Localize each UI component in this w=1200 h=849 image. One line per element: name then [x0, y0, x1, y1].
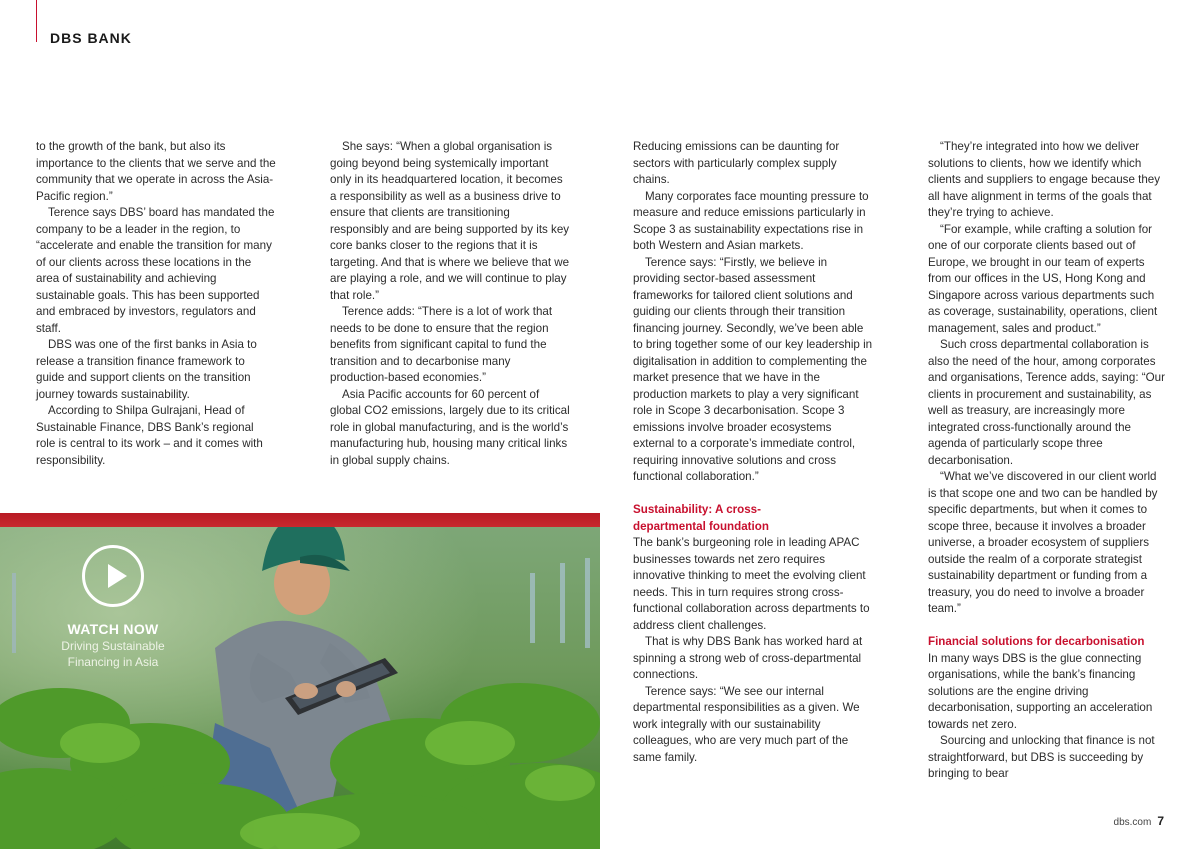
paragraph: Sourcing and unlocking that finance is not straightforward, but DBS is succeeding by bringing to bear: [928, 734, 1155, 780]
paragraph: She says: “When a global organisation is going beyond being systemically important only in its headquartered location, it becomes a responsibility as well as a business drive to ensure that clients are transitioning responsibly and are being supported by its key core banks closer to the regions that it is targeting. And that is where we believe that we are playing a role, and we will continue to play that role.”: [330, 140, 570, 302]
paragraph: According to Shilpa Gulrajani, Head of Sustainable Finance, DBS Bank’s regional role is central to its work – and it comes with responsibility.: [36, 404, 263, 467]
paragraph: Many corporates face mounting pressure to measure and reduce emissions particularly in Scope 3 as sustainability expectations rise in both Western and Asian markets.: [633, 189, 869, 252]
page-number: 7: [1157, 814, 1164, 828]
paragraph: to the growth of the bank, but also its importance to the clients that we serve and the community that we operate in across the Asia-Pacific region.”: [36, 140, 276, 203]
paragraph: Terence adds: “There is a lot of work that needs to be done to ensure that the region benefits from significant capital to fund the transition and to decarbonise many production-based economies.”: [330, 305, 553, 384]
paragraph: Terence says DBS’ board has mandated the company to be a leader in the region, to “accelerate and enable the transition for many of our clients across these locations in the area of sustainability and achieving sustainable goals. This has been supported and embraced by investors, regulators and staff.: [36, 206, 275, 335]
paragraph: Such cross departmental collaboration is also the need of the hour, among corporates and organisations, Terence adds, saying: “Our clients in procurement and sustainability, as well as treasury, are increasingly more integrated cross-functionally around the agenda of particularly scope three decarbonisation.: [928, 338, 1165, 467]
text-column-3: [633, 139, 873, 766]
paragraph: “What we’ve discovered in our client world is that scope one and two can be handled by specific departments, but when it comes to scope three, because it involves a broader universe, a broader ecosystem of suppliers outside the realm of a corporate strategist sustainability department or funding from a treasury, you do need to involve a broader team.”: [928, 470, 1158, 615]
paragraph: In many ways DBS is the glue connecting organisations, while the bank’s financing solutions are the engine driving decarbonisation, supporting an acceleration towards net zero.: [928, 651, 1153, 731]
text-column-4: [928, 139, 1168, 783]
accent-bar: [0, 513, 600, 527]
paragraph: Reducing emissions can be daunting for sectors with particularly complex supply chains.: [633, 140, 840, 186]
paragraph: “For example, while crafting a solution for one of our corporate clients based out of Europe, we brought in our team of experts from our offices in the US, Hong Kong and Singapore across various departments such as coverage, sustainability, operations, client management, sales and product.”: [928, 222, 1158, 335]
text-column-1: [36, 139, 276, 469]
paragraph: Asia Pacific accounts for 60 percent of global CO2 emissions, largely due to its critical role in global manufacturing, and is the world’s manufacturing hub, housing many critical links in global supply chains.: [330, 387, 570, 467]
video-title-line-2: Financing in Asia: [67, 655, 159, 669]
watch-video-cta[interactable]: [40, 545, 186, 669]
paragraph: The bank’s burgeoning role in leading APAC businesses towards net zero requires innovative thinking to meet the evolving client needs. This in turn requires strong cross-functional collaboration across departments to address client challenges.: [633, 536, 870, 632]
paragraph: “They’re integrated into how we deliver solutions to clients, how we identify which clients and suppliers to engage because they all have alignment in terms of the goals that they’re trying to achieve.: [928, 140, 1161, 219]
section-heading: Financial solutions for decarbonisation: [928, 635, 1145, 648]
video-title-line-1: Driving Sustainable: [61, 639, 165, 653]
section-heading: Sustainability: A cross-departmental foundation: [633, 503, 769, 533]
brand-name: DBS BANK: [50, 30, 132, 46]
paragraph: DBS was one of the first banks in Asia to release a transition finance framework to guide and support clients on the transition journey towards sustainability.: [36, 338, 257, 401]
header-rule: [36, 0, 37, 42]
watch-now-label[interactable]: WATCH NOW: [67, 621, 159, 637]
paragraph: Terence says: “Firstly, we believe in providing sector-based assessment frameworks for tailored client solutions and guiding our clients through their transition financing journey. Secondly, we’ve been able to bring together some of our key leadership in digitalisation in addition to complementing the market presence that we have in the production markets to play a very significant role in Scope 3 decarbonisation. Scope 3 emissions involve broader ecosystems external to a corporate’s immediate control, requiring innovative solutions and cross functional collaboration.”: [633, 255, 873, 483]
play-icon[interactable]: [82, 545, 144, 607]
paragraph: That is why DBS Bank has worked hard at spinning a strong web of cross-departmental connections.: [633, 635, 863, 681]
paragraph: Terence says: “We see our internal departmental responsibilities as a given. We work integrally with our sustainability colleagues, who are very much part of the same family.: [633, 684, 860, 764]
page-footer: [1114, 814, 1164, 828]
site-link[interactable]: dbs.com: [1113, 817, 1152, 828]
text-column-2: [330, 139, 570, 469]
